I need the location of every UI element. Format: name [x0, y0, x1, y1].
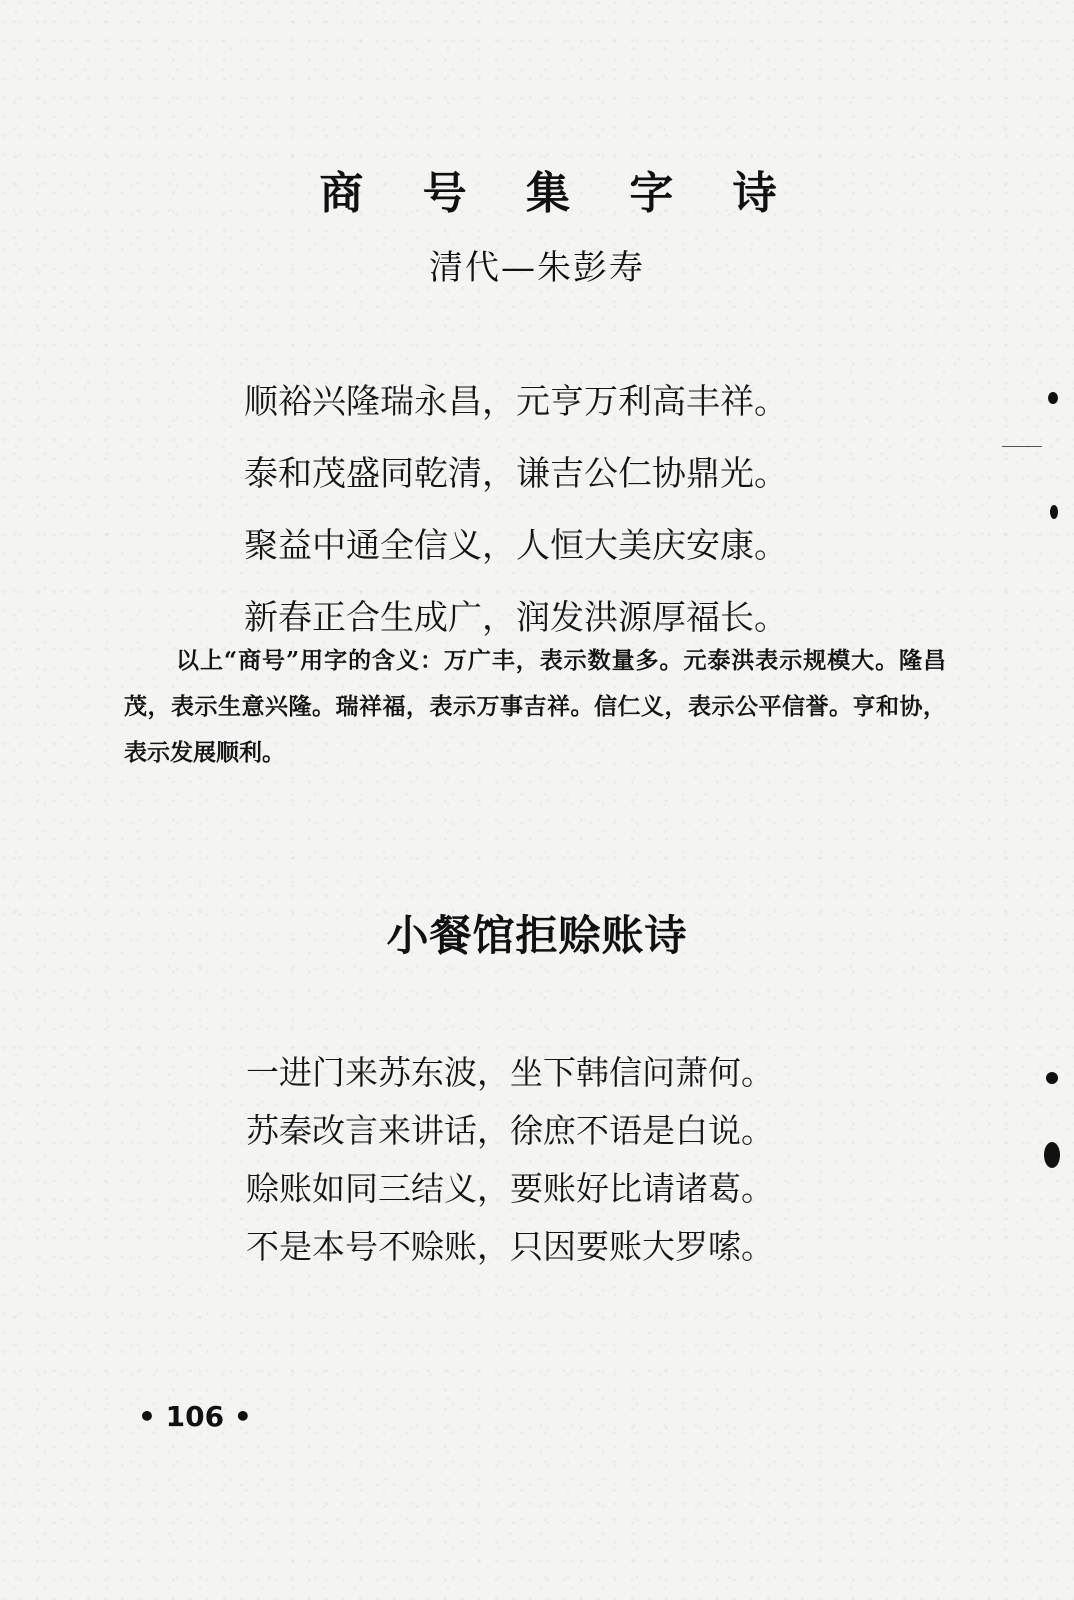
scan-speck: [1048, 392, 1058, 404]
poem-title-restaurant: 小餐馆拒赊账诗: [386, 911, 688, 960]
scan-line: [1002, 446, 1042, 447]
poem-line: 泰和茂盛同乾清，谦吉公仁协鼎光。: [244, 454, 788, 494]
poem-line: 不是本号不赊账，只因要账大罗嗦。: [246, 1227, 774, 1266]
poem-author: 清代—朱彭寿: [429, 248, 645, 288]
poem-line: 苏秦改言来讲话，徐庶不语是白说。: [246, 1111, 774, 1150]
scan-speck: [1050, 505, 1058, 519]
page-number: • 106 •: [138, 1400, 252, 1433]
poem-restaurant-body: [246, 1044, 774, 1276]
poem-line: 赊账如同三结义，要账好比请诸葛。: [246, 1169, 774, 1208]
poem-line: 新春正合生成广，润发洪源厚福长。: [244, 598, 788, 638]
scan-speck: [1044, 1142, 1060, 1168]
poem-line: 一进门来苏东波，坐下韩信问萧何。: [246, 1053, 774, 1092]
poem-explanation-note: 以上“商号”用字的含义：万广丰，表示数量多。元泰洪表示规模大。隆昌茂，表示生意兴隆。瑞祥福，表示万事吉祥。信仁义，表示公平信誉。亨和协，表示发展顺利。: [124, 647, 946, 766]
poem-line: 顺裕兴隆瑞永昌，元亨万利高丰祥。: [244, 382, 788, 422]
poem-line: 聚益中通全信义，人恒大美庆安康。: [244, 526, 788, 566]
poem-title-shanghao: 商 号 集 字 诗: [319, 168, 799, 219]
scan-speck: [1046, 1072, 1058, 1084]
poem-shanghao-body: [244, 366, 788, 654]
